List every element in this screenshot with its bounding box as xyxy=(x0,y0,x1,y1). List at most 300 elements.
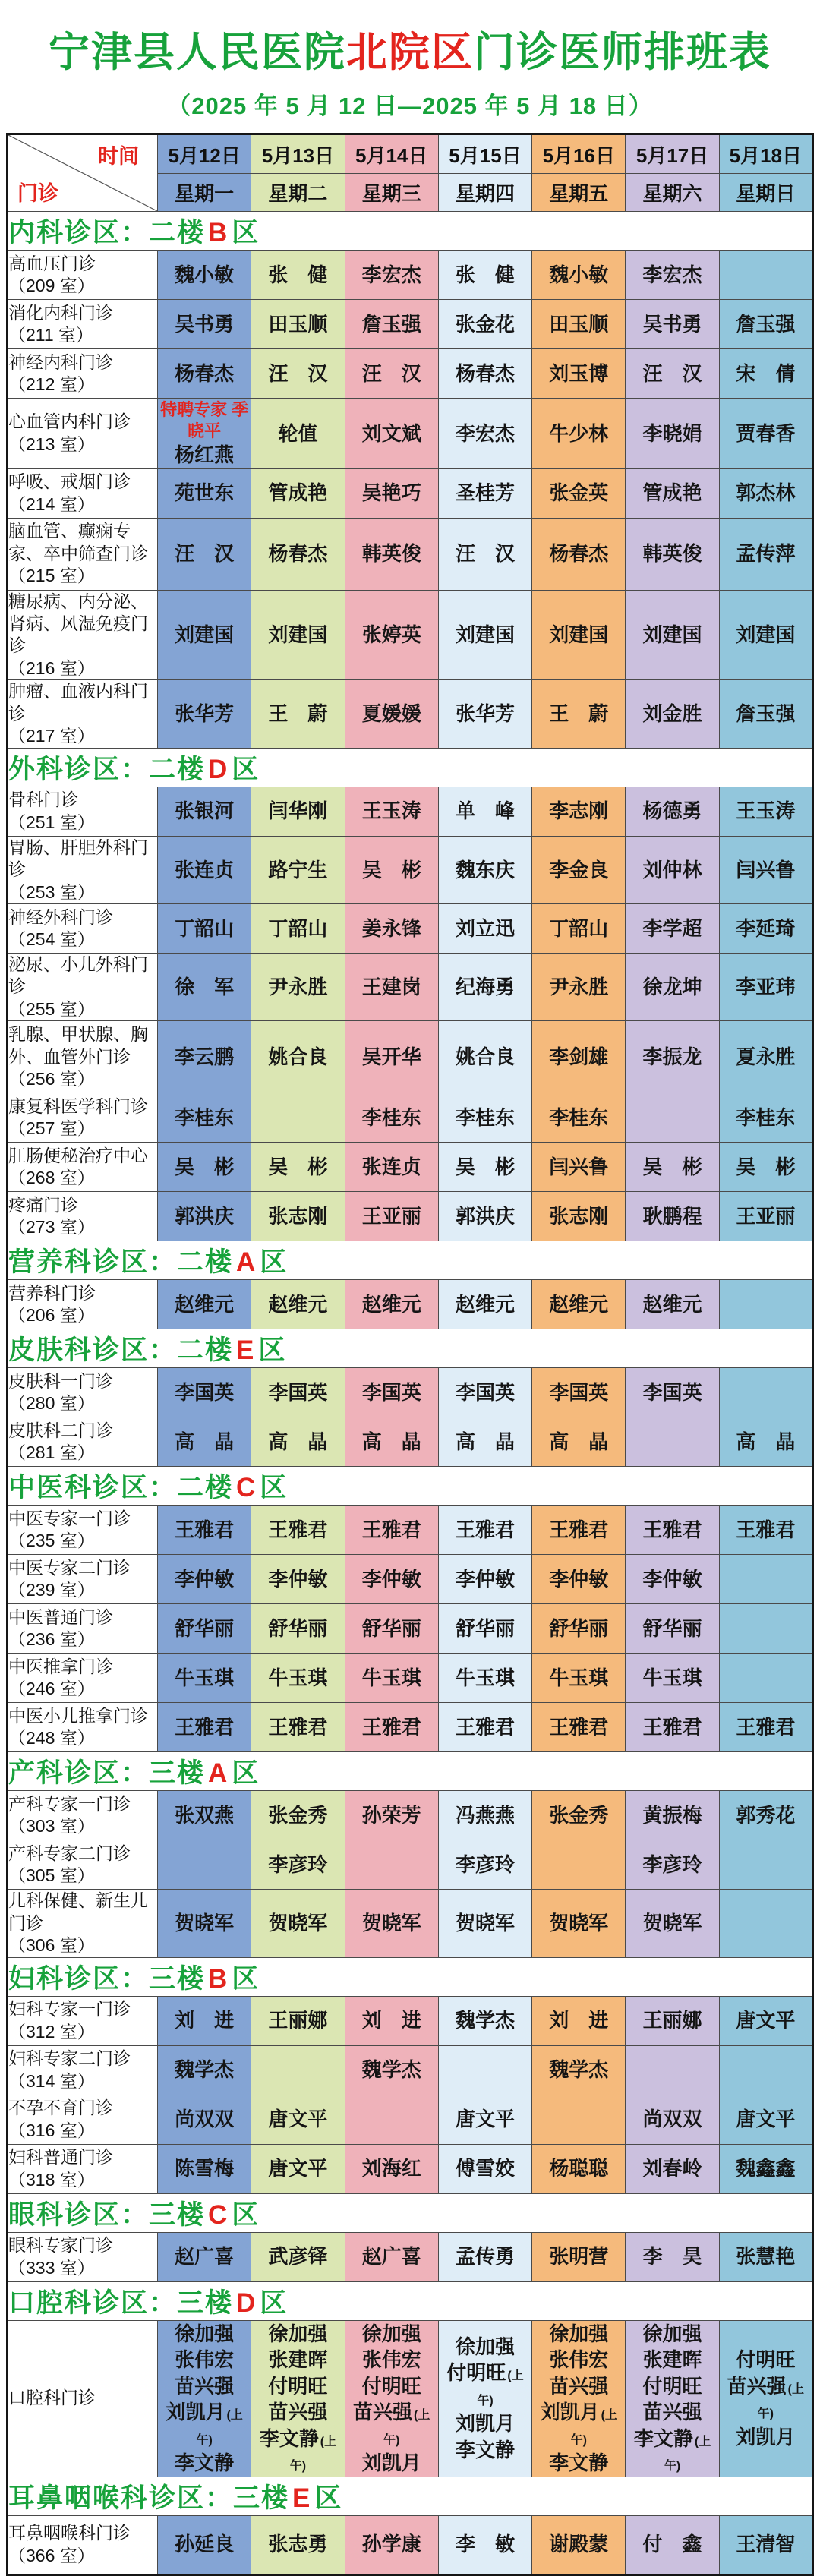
section-title-suffix: 区 xyxy=(314,2483,343,2513)
physician-name: 赵维元 xyxy=(642,1293,702,1316)
schedule-cell xyxy=(626,787,719,836)
physician-line xyxy=(251,2347,344,2373)
section-header-row xyxy=(8,1241,813,1280)
physician-line xyxy=(439,2410,531,2437)
schedule-cell xyxy=(345,1506,438,1555)
physician-line xyxy=(345,2347,438,2373)
physician-line xyxy=(720,798,812,825)
physician-name: 张 健 xyxy=(455,263,515,286)
physician-name: 王雅君 xyxy=(361,1716,421,1739)
physician-line xyxy=(532,1910,625,1937)
schedule-cell xyxy=(719,680,812,748)
schedule-row xyxy=(8,2045,813,2095)
section-title-suffix: 区 xyxy=(260,1247,289,1278)
clinic-label xyxy=(8,1890,158,1957)
physician-name: 李延琦 xyxy=(736,916,796,940)
clinic-label xyxy=(8,399,158,469)
physician-line xyxy=(158,2531,251,2558)
schedule-cell xyxy=(158,2095,251,2144)
physician-name: 张建晖 xyxy=(642,2348,702,2372)
section-header-row xyxy=(8,2477,813,2515)
physician-name: 刘 进 xyxy=(361,2009,421,2032)
schedule-cell xyxy=(626,1791,719,1840)
physician-line xyxy=(345,541,438,567)
physician-name: 杨聪聪 xyxy=(549,2157,609,2180)
physician-line xyxy=(158,1429,251,1455)
clinic-room: （333 室） xyxy=(8,2257,95,2278)
clinic-label xyxy=(8,349,158,399)
section-header xyxy=(8,1329,813,1368)
physician-line xyxy=(345,1517,438,1543)
clinic-name: 康复科医学科门诊 xyxy=(8,1096,148,1116)
schedule-cell xyxy=(345,1555,438,1604)
schedule-cell xyxy=(158,349,251,399)
clinic-name: 疼痛门诊 xyxy=(8,1194,78,1215)
schedule-cell xyxy=(438,1996,531,2045)
schedule-cell xyxy=(438,1093,531,1143)
physician-name: 张明营 xyxy=(549,2245,609,2269)
physician-line xyxy=(532,1566,625,1593)
clinic-name: 呼吸、戒烟门诊 xyxy=(8,471,131,492)
physician-line xyxy=(532,857,625,884)
schedule-cell xyxy=(626,836,719,903)
physician-name: 李金良 xyxy=(549,858,609,881)
physician-line xyxy=(439,1429,531,1455)
physician-line xyxy=(626,361,718,387)
physician-line xyxy=(345,2057,438,2083)
schedule-cell xyxy=(158,2045,251,2095)
physician-line xyxy=(626,1379,718,1406)
physician-name: 刘金胜 xyxy=(642,702,702,726)
morning-note: (上午) xyxy=(757,2382,805,2421)
schedule-cell xyxy=(532,300,626,349)
physician-name: 孙学康 xyxy=(361,2533,421,2556)
day-date-label: 5月12日 xyxy=(168,143,241,167)
schedule-cell xyxy=(251,1280,345,1329)
physician-line xyxy=(626,1203,718,1230)
schedule-cell xyxy=(158,953,251,1020)
physician-name: 张连贞 xyxy=(361,1156,421,1179)
physician-name: 刘建国 xyxy=(736,623,796,647)
schedule-cell xyxy=(251,251,345,300)
schedule-cell xyxy=(158,2320,251,2477)
clinic-name: 中医专家二门诊 xyxy=(8,1557,131,1578)
physician-name: 杨红燕 xyxy=(175,443,235,467)
clinic-name: 妇科普通门诊 xyxy=(8,2147,113,2168)
physician-name: 李文静 xyxy=(175,2451,235,2475)
section-header-row xyxy=(8,1752,813,1791)
clinic-room: （303 室） xyxy=(8,1816,95,1837)
schedule-row xyxy=(8,1791,813,1840)
physician-line xyxy=(532,1291,625,1318)
schedule-cell xyxy=(158,1506,251,1555)
physician-name: 魏小敏 xyxy=(175,263,235,286)
schedule-row xyxy=(8,590,813,680)
physician-name: 田玉顺 xyxy=(549,312,609,336)
schedule-cell xyxy=(158,1555,251,1604)
physician-name: 唐文平 xyxy=(736,2009,796,2032)
physician-line xyxy=(158,1203,251,1230)
physician-line xyxy=(251,1665,344,1692)
physician-line xyxy=(720,2424,812,2451)
physician-line xyxy=(626,2531,718,2558)
schedule-row xyxy=(8,518,813,590)
schedule-cell xyxy=(251,1368,345,1417)
physician-line xyxy=(532,916,625,942)
schedule-cell xyxy=(251,1703,345,1752)
schedule-row xyxy=(8,1654,813,1703)
physician-line xyxy=(439,1616,531,1642)
physician-name: 李国英 xyxy=(361,1381,421,1405)
morning-note: (上午) xyxy=(570,2409,617,2447)
clinic-label xyxy=(8,1280,158,1329)
schedule-cell xyxy=(626,1021,719,1093)
schedule-cell xyxy=(626,1890,719,1957)
clinic-name: 泌尿、小儿外科门诊 xyxy=(8,954,148,997)
physician-name: 魏东庆 xyxy=(455,858,515,881)
physician-name: 杨春杰 xyxy=(175,361,235,385)
schedule-cell xyxy=(719,1703,812,1752)
physician-line xyxy=(439,2155,531,2182)
day-header-weekday xyxy=(158,174,251,212)
physician-name: 张华芳 xyxy=(175,702,235,726)
header-row-dates xyxy=(8,134,813,174)
schedule-cell xyxy=(438,1192,531,1241)
section-title-prefix: 外科诊区：二楼 xyxy=(8,754,206,784)
physician-name: 张金花 xyxy=(455,312,515,336)
schedule-cell xyxy=(626,2320,719,2477)
section-header-row xyxy=(8,2281,813,2320)
physician-name: 徐加强 xyxy=(175,2322,235,2345)
schedule-cell xyxy=(719,349,812,399)
physician-line xyxy=(439,1291,531,1318)
section-header xyxy=(8,1241,813,1280)
clinic-room: （280 室） xyxy=(8,1393,95,1414)
schedule-cell xyxy=(345,349,438,399)
schedule-cell xyxy=(438,1368,531,1417)
morning-note: (上午) xyxy=(196,2409,243,2447)
physician-line xyxy=(720,2347,812,2373)
day-weekday-label: 星期一 xyxy=(175,182,235,206)
clinic-room: （214 室） xyxy=(8,493,95,514)
physician-line xyxy=(626,1910,718,1937)
clinic-name: 皮肤科二门诊 xyxy=(8,1420,113,1440)
schedule-cell xyxy=(438,903,531,953)
schedule-cell xyxy=(626,1192,719,1241)
physician-name: 孟传勇 xyxy=(455,2245,515,2269)
physician-line xyxy=(158,1044,251,1070)
physician-name: 李文静 xyxy=(259,2426,319,2450)
physician-name: 徐加强 xyxy=(642,2322,702,2345)
physician-name: 张婷英 xyxy=(361,623,421,647)
section-title-prefix: 产科诊区：三楼 xyxy=(8,1758,206,1789)
physician-name: 刘玉博 xyxy=(549,361,609,385)
clinic-room: （239 室） xyxy=(8,1580,95,1600)
physician-name: 田玉顺 xyxy=(268,312,328,336)
physician-name: 李桂东 xyxy=(361,1106,421,1130)
physician-name: 李文静 xyxy=(455,2438,515,2461)
physician-line xyxy=(439,2531,531,2558)
physician-name: 张志刚 xyxy=(549,1205,609,1228)
physician-line xyxy=(251,421,344,447)
physician-name: 李桂东 xyxy=(736,1106,796,1130)
physician-line xyxy=(439,974,531,1001)
section-header-row xyxy=(8,212,813,251)
schedule-cell xyxy=(438,1506,531,1555)
physician-name: 吴 彬 xyxy=(361,858,421,881)
physician-name: 高 晶 xyxy=(268,1430,328,1454)
physician-line xyxy=(345,622,438,648)
physician-line xyxy=(532,311,625,338)
schedule-cell xyxy=(438,2045,531,2095)
section-header xyxy=(8,2193,813,2232)
clinic-name: 乳腺、甲状腺、胸外、血管外门诊 xyxy=(8,1024,148,1067)
physician-line xyxy=(251,1910,344,1937)
physician-name: 高 晶 xyxy=(361,1430,421,1454)
physician-name: 宋 倩 xyxy=(736,361,796,385)
clinic-room: （209 室） xyxy=(8,276,95,296)
physician-line xyxy=(345,1105,438,1131)
clinic-name: 胃肠、肝胆外科门诊 xyxy=(8,837,148,880)
physician-line xyxy=(626,1852,718,1878)
clinic-room: （281 室） xyxy=(8,1442,95,1463)
physician-line xyxy=(345,2531,438,2558)
physician-line xyxy=(439,2437,531,2464)
schedule-cell xyxy=(251,1021,345,1093)
physician-name: 李振龙 xyxy=(642,1045,702,1069)
physician-line xyxy=(626,2399,718,2426)
physician-name: 王雅君 xyxy=(175,1716,235,1739)
schedule-cell xyxy=(251,1192,345,1241)
schedule-row xyxy=(8,1021,813,1093)
schedule-cell xyxy=(158,251,251,300)
clinic-name: 肿瘤、血液内科门诊 xyxy=(8,681,148,724)
physician-line xyxy=(158,622,251,648)
corner-header-cell xyxy=(8,134,158,212)
clinic-label xyxy=(8,1703,158,1752)
physician-line xyxy=(158,1291,251,1318)
physician-line xyxy=(251,1517,344,1543)
day-date-label: 5月18日 xyxy=(729,143,803,167)
clinic-name: 口腔科门诊 xyxy=(8,2388,96,2408)
schedule-cell xyxy=(345,300,438,349)
schedule-cell xyxy=(251,1604,345,1654)
physician-line xyxy=(345,1154,438,1181)
schedule-cell xyxy=(345,251,438,300)
clinic-name: 骨科门诊 xyxy=(8,790,78,810)
schedule-cell xyxy=(438,2515,531,2574)
physician-name: 王雅君 xyxy=(455,1518,515,1542)
physician-line xyxy=(158,1566,251,1593)
schedule-row xyxy=(8,2232,813,2281)
title-part-hospital: 宁津县人民医院 xyxy=(49,30,346,75)
physician-name: 舒华丽 xyxy=(549,1617,609,1641)
physician-line xyxy=(345,2450,438,2477)
schedule-cell xyxy=(438,1021,531,1093)
physician-name: 王雅君 xyxy=(736,1518,796,1542)
physician-line xyxy=(158,1517,251,1543)
schedule-cell xyxy=(626,1604,719,1654)
schedule-cell xyxy=(438,787,531,836)
day-header-date xyxy=(719,134,812,174)
physician-line xyxy=(158,361,251,387)
clinic-label xyxy=(8,1368,158,1417)
physician-name: 李国英 xyxy=(455,1381,515,1405)
physician-line xyxy=(158,1616,251,1642)
physician-name: 李 敏 xyxy=(455,2533,515,2556)
physician-name: 李志刚 xyxy=(549,799,609,823)
clinic-label xyxy=(8,1996,158,2045)
day-weekday-label: 星期五 xyxy=(549,182,609,206)
schedule-row xyxy=(8,680,813,748)
physician-name: 王丽娜 xyxy=(268,2009,328,2032)
schedule-cell xyxy=(438,1791,531,1840)
schedule-cell xyxy=(719,300,812,349)
physician-name: 李宏杰 xyxy=(361,263,421,286)
physician-line xyxy=(626,1714,718,1741)
clinic-room: （212 室） xyxy=(8,374,95,395)
physician-name: 詹玉强 xyxy=(736,312,796,336)
schedule-cell xyxy=(438,2144,531,2193)
schedule-cell xyxy=(719,953,812,1020)
physician-line xyxy=(532,1665,625,1692)
physician-name: 李仲敏 xyxy=(549,1568,609,1591)
physician-line xyxy=(251,974,344,1001)
clinic-name: 神经内科门诊 xyxy=(8,352,113,372)
schedule-cell xyxy=(251,2232,345,2281)
section-header-row xyxy=(8,2193,813,2232)
schedule-cell xyxy=(719,1604,812,1654)
clinic-name: 不孕不育门诊 xyxy=(8,2098,113,2118)
schedule-cell xyxy=(719,1555,812,1604)
physician-line xyxy=(720,1714,812,1741)
physician-name: 王玉涛 xyxy=(736,799,796,823)
section-title-prefix: 口腔科诊区：三楼 xyxy=(8,2288,234,2318)
physician-name: 付 鑫 xyxy=(642,2533,702,2556)
schedule-cell xyxy=(719,1280,812,1329)
physician-name: 耿鹏程 xyxy=(642,1205,702,1228)
schedule-cell xyxy=(532,1021,626,1093)
day-date-label: 5月16日 xyxy=(542,143,615,167)
physician-name: 舒华丽 xyxy=(361,1617,421,1641)
physician-line xyxy=(158,1802,251,1829)
schedule-row xyxy=(8,1143,813,1192)
physician-line xyxy=(626,2106,718,2133)
physician-name: 管成艳 xyxy=(642,481,702,505)
physician-name: 刘仲林 xyxy=(642,858,702,881)
physician-name: 王清智 xyxy=(736,2533,796,2556)
physician-line xyxy=(532,1379,625,1406)
day-header-weekday xyxy=(438,174,531,212)
physician-line xyxy=(532,480,625,506)
physician-line xyxy=(158,2347,251,2373)
physician-line xyxy=(720,1044,812,1070)
clinic-room: （253 室） xyxy=(8,881,95,902)
schedule-cell xyxy=(345,1280,438,1329)
schedule-row xyxy=(8,399,813,469)
schedule-cell xyxy=(438,518,531,590)
physician-name: 李文静 xyxy=(633,2426,693,2450)
schedule-cell xyxy=(158,1996,251,2045)
physician-name: 路宁生 xyxy=(268,858,328,881)
schedule-cell xyxy=(626,590,719,680)
physician-name: 刘凯月 xyxy=(361,2451,421,2475)
physician-name: 汪 汉 xyxy=(175,542,235,566)
section-title-suffix: 区 xyxy=(260,2288,289,2318)
schedule-cell xyxy=(251,590,345,680)
physician-line xyxy=(251,1802,344,1829)
schedule-cell xyxy=(345,903,438,953)
physician-line xyxy=(158,2321,251,2347)
physician-line xyxy=(439,1802,531,1829)
physician-line xyxy=(158,2007,251,2034)
schedule-cell xyxy=(719,2144,812,2193)
schedule-cell xyxy=(158,1890,251,1957)
schedule-cell xyxy=(251,300,345,349)
section-header-row xyxy=(8,1329,813,1368)
schedule-cell xyxy=(438,680,531,748)
schedule-cell xyxy=(532,1996,626,2045)
schedule-row xyxy=(8,1506,813,1555)
physician-name: 黄振梅 xyxy=(642,1804,702,1827)
physician-line xyxy=(158,2373,251,2400)
section-header xyxy=(8,2477,813,2515)
physician-name: 徐加强 xyxy=(268,2322,328,2345)
corner-label-time: 时间 xyxy=(98,145,139,169)
physician-name: 孙荣芳 xyxy=(361,1804,421,1827)
schedule-row xyxy=(8,1368,813,1417)
schedule-cell xyxy=(532,1890,626,1957)
physician-name: 李文静 xyxy=(549,2451,609,2475)
physician-name: 张伟宏 xyxy=(361,2348,421,2372)
physician-line xyxy=(158,1714,251,1741)
schedule-cell xyxy=(532,468,626,518)
day-header-date xyxy=(532,134,626,174)
physician-line xyxy=(532,2531,625,2558)
clinic-room: （246 室） xyxy=(8,1679,95,1699)
physician-line xyxy=(626,1154,718,1181)
physician-name: 贺晓军 xyxy=(268,1912,328,1935)
schedule-cell xyxy=(251,1791,345,1840)
schedule-cell xyxy=(438,1555,531,1604)
clinic-label xyxy=(8,1555,158,1604)
schedule-cell xyxy=(251,1996,345,2045)
physician-name: 夏媛媛 xyxy=(361,702,421,726)
physician-name: 李 昊 xyxy=(642,2245,702,2269)
physician-name: 付明旺 xyxy=(446,2361,506,2385)
schedule-cell xyxy=(532,787,626,836)
physician-name: 王 蔚 xyxy=(549,702,609,726)
clinic-name: 产科专家二门诊 xyxy=(8,1843,131,1863)
physician-line xyxy=(532,262,625,288)
section-title-suffix: 区 xyxy=(232,1758,260,1789)
clinic-label xyxy=(8,2232,158,2281)
schedule-cell xyxy=(345,680,438,748)
physician-line xyxy=(439,1105,531,1131)
schedule-cell xyxy=(158,1093,251,1143)
physician-name: 付明旺 xyxy=(642,2374,702,2398)
schedule-cell xyxy=(719,1192,812,1241)
clinic-name: 妇科专家二门诊 xyxy=(8,2048,131,2069)
physician-line xyxy=(626,421,718,447)
physician-name: 李晓娟 xyxy=(642,421,702,445)
schedule-cell xyxy=(438,1890,531,1957)
physician-name: 傅雪姣 xyxy=(455,2157,515,2180)
physician-line xyxy=(439,798,531,825)
section-zone-letter: E xyxy=(292,2483,312,2513)
physician-line xyxy=(720,361,812,387)
physician-name: 王雅君 xyxy=(642,1518,702,1542)
